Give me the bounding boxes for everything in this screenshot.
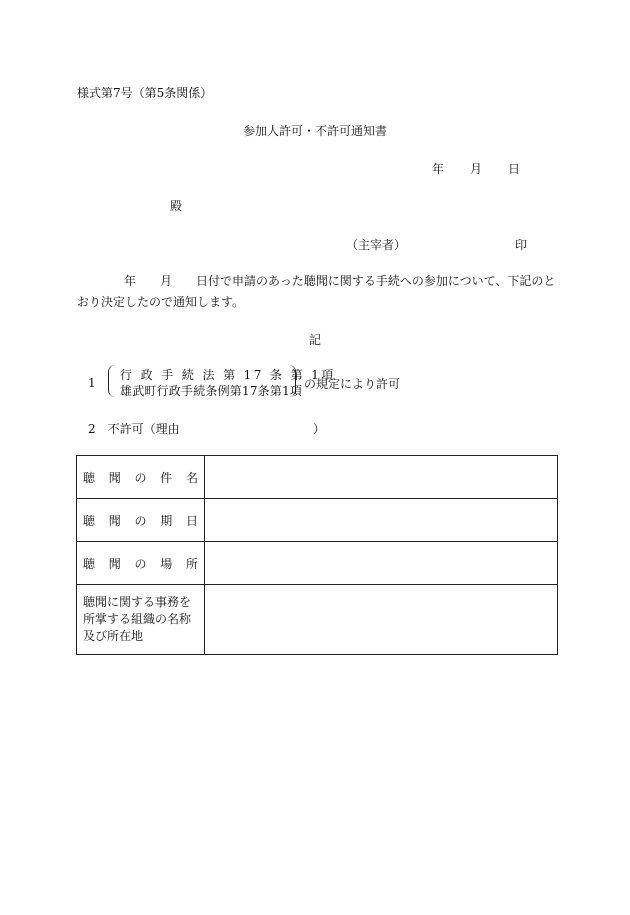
row-value-place[interactable] — [205, 542, 558, 585]
document-title: 参加人許可・不許可通知書 — [242, 124, 387, 138]
date-day: 日 — [508, 162, 521, 176]
label-char: 聴 — [83, 513, 96, 528]
body-text-line-1: 年 月 日付で申請のあった聴聞に関する手続への参加について、下記のと — [124, 274, 556, 288]
table-row — [77, 456, 558, 499]
table-row — [77, 499, 558, 542]
label-char: 聴 — [83, 556, 96, 571]
label-line: 所掌する組織の名称 — [83, 612, 192, 626]
label-char: の — [134, 470, 147, 485]
label-char: 聞 — [108, 470, 121, 485]
label-char: 聞 — [108, 513, 121, 528]
label-char: 場 — [160, 556, 173, 571]
label-char: の — [134, 513, 147, 528]
row-value-organization[interactable] — [205, 585, 558, 655]
hearing-info-table — [76, 455, 558, 655]
item-2-close-paren: ） — [313, 422, 326, 436]
label-char: 所 — [185, 556, 198, 571]
form-number: 様式第7号（第5条関係） — [77, 86, 213, 100]
row-label-date — [77, 499, 205, 542]
body-text-line-2: おり決定したので通知します。 — [77, 295, 245, 309]
item-1-number: 1 — [88, 376, 96, 390]
label-char: の — [134, 556, 147, 571]
item-2-text: 2 不許可（理由 — [88, 422, 180, 436]
label-char: 日 — [185, 513, 198, 528]
table-row — [77, 585, 558, 655]
label-char: 名 — [185, 470, 198, 485]
ki-heading: 記 — [308, 333, 321, 347]
row-value-subject[interactable] — [205, 456, 558, 499]
host-label: （主宰者） — [346, 238, 407, 252]
row-label-subject — [77, 456, 205, 499]
date-line — [432, 160, 520, 177]
date-month: 月 — [470, 162, 483, 176]
row-label-place — [77, 542, 205, 585]
row-value-date[interactable] — [205, 499, 558, 542]
law-reference-2: 雄武町行政手続条例第17条第1項 — [120, 384, 303, 398]
item-1-suffix: の規定により許可 — [304, 377, 401, 391]
row-label-organization — [77, 585, 205, 655]
label-line: 聴聞に関する事務を — [83, 595, 192, 609]
label-line: 及び所在地 — [83, 629, 144, 643]
label-char: 聞 — [108, 556, 121, 571]
addressee-suffix: 殿 — [170, 199, 183, 213]
label-char: 件 — [160, 470, 173, 485]
table-row — [77, 542, 558, 585]
label-char: 聴 — [83, 470, 96, 485]
label-char: 期 — [160, 513, 173, 528]
date-year: 年 — [432, 162, 445, 176]
seal-mark: 印 — [515, 238, 528, 252]
law-reference-1: 行 政 手 続 法 第 17 条 第 1項 — [120, 368, 336, 382]
